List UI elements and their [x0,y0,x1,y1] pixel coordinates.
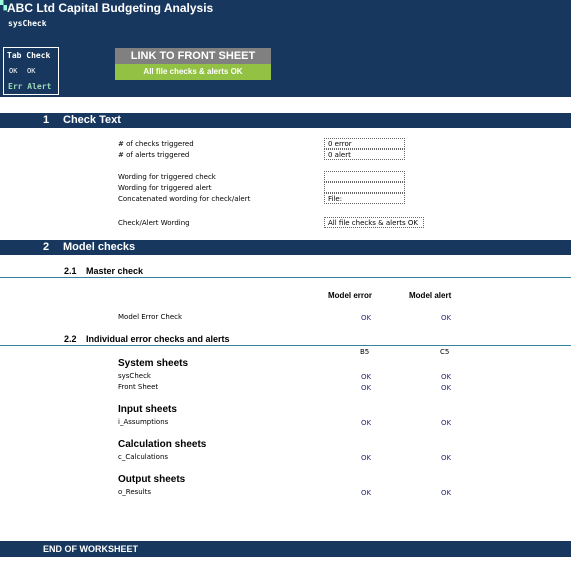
subsection-2-1-number: 2.1 [64,266,77,276]
tab-check-value-2: OK [27,67,36,75]
group-title-input: Input sheets [118,404,177,415]
col-error-ref: B5 [360,348,370,356]
sheet-row-label: o_Results [118,488,152,496]
group-title-system: System sheets [118,358,189,369]
subsection-2-2-title: Individual error checks and alerts [86,334,230,344]
sheet-row-label: c_Calculations [118,453,169,461]
end-of-worksheet-label: END OF WORKSHEET [43,544,139,554]
concat-wording-value[interactable]: File: [324,193,405,204]
sheet-row-alert: OK [441,419,452,427]
section-number: 1 [43,114,50,126]
model-error-status: OK [361,314,372,322]
tab-check-label: Err Alert [8,82,52,91]
page-title: ABC Ltd Capital Budgeting Analysis [7,1,214,15]
col-alert-ref: C5 [440,348,450,356]
section-title: Check Text [63,114,121,126]
sheet-row-error: OK [361,489,372,497]
col-model-error: Model error [328,291,373,300]
sheet-row-alert: OK [441,489,452,497]
sheet-row-label: Front Sheet [118,383,159,391]
wording-check-label: Wording for triggered check [118,173,216,181]
sheet-row-alert: OK [441,454,452,462]
link-to-front-sheet-button[interactable]: LINK TO FRONT SHEET [115,48,271,64]
section-title: Model checks [63,241,136,253]
concat-wording-label: Concatenated wording for check/alert [118,195,251,203]
group-title-output: Output sheets [118,474,186,485]
sheet-name: sysCheck [8,19,47,28]
wording-alert-value[interactable] [324,182,405,193]
sheet-row-error: OK [361,384,372,392]
file-status-bar: All file checks & alerts OK [115,64,271,80]
col-model-alert: Model alert [409,291,452,300]
tab-check-box [3,47,59,95]
check-alert-wording-label: Check/Alert Wording [118,219,190,227]
section-number: 2 [43,241,50,253]
cell-corner-marker: ▚ [0,1,7,11]
subsection-divider [0,345,571,346]
sheet-row-alert: OK [441,384,452,392]
sheet-row-alert: OK [441,373,452,381]
alerts-triggered-label: # of alerts triggered [118,151,190,159]
alerts-triggered-value[interactable]: 0 alert [324,149,405,160]
tab-check-value-1: OK [9,67,18,75]
section-2-header [0,240,571,255]
wording-check-value[interactable] [324,171,405,182]
check-alert-wording-value[interactable]: All file checks & alerts OK [324,217,424,228]
tab-check-title: Tab Check [7,51,51,60]
section-1-header [0,113,571,128]
checks-triggered-label: # of checks triggered [118,140,194,148]
subsection-divider [0,277,571,278]
sheet-row-error: OK [361,373,372,381]
sheet-row-label: i_Assumptions [118,418,169,426]
sheet-row-label: sysCheck [118,372,151,380]
checks-triggered-value[interactable]: 0 error [324,138,405,149]
sheet-row-error: OK [361,454,372,462]
model-alert-status: OK [441,314,452,322]
group-title-calculation: Calculation sheets [118,439,207,450]
subsection-2-2-number: 2.2 [64,334,77,344]
end-of-worksheet-bar [0,541,571,557]
wording-alert-label: Wording for triggered alert [118,184,212,192]
model-error-check-label: Model Error Check [118,313,183,321]
subsection-2-1-title: Master check [86,266,144,276]
sheet-row-error: OK [361,419,372,427]
